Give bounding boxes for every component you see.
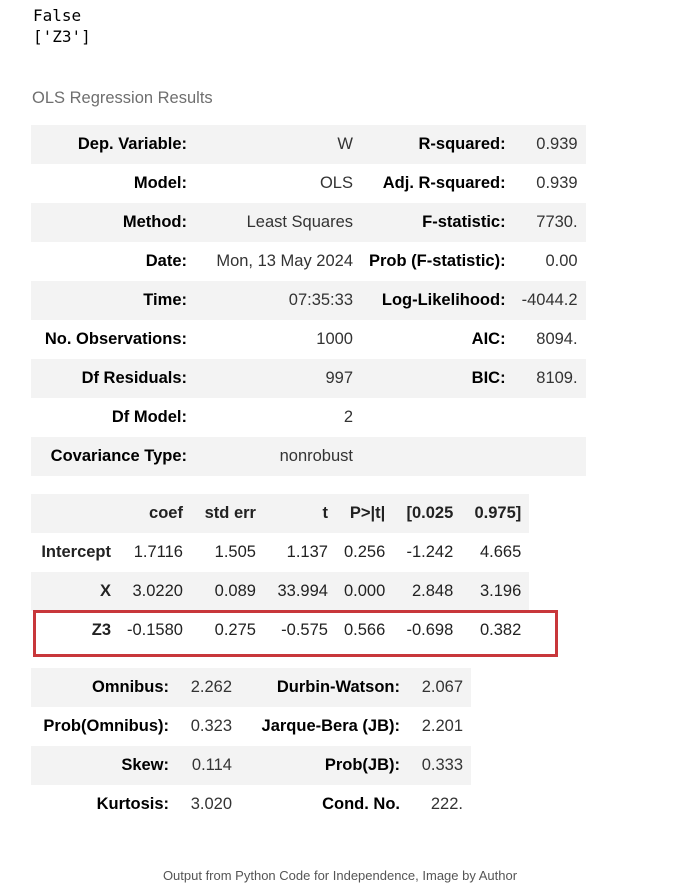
summary-label: F-statistic: <box>361 203 514 242</box>
column-header: [0.025 <box>393 494 461 533</box>
column-header: P>|t| <box>336 494 393 533</box>
summary-value: 997 <box>195 359 361 398</box>
summary-label: No. Observations: <box>44 330 187 348</box>
summary-label: Df Residuals: <box>31 359 195 398</box>
summary-value: 2 <box>343 408 353 426</box>
summary-value <box>514 437 586 476</box>
column-header: t <box>264 494 336 533</box>
summary-value: W <box>195 125 361 164</box>
table-cell: 1.137 <box>286 543 328 561</box>
variable-name: Z3 <box>91 621 111 639</box>
summary-value: Least Squares <box>195 203 361 242</box>
summary-label: Date: <box>145 252 187 270</box>
summary-value: 07:35:33 <box>195 281 361 320</box>
table-header-row <box>31 494 529 533</box>
summary-value: OLS <box>319 174 353 192</box>
table-cell: 0.000 <box>336 572 393 611</box>
stdout-output <box>33 5 91 47</box>
results-title: OLS Regression Results <box>32 89 213 107</box>
diagnostic-value: 3.020 <box>190 795 232 813</box>
diagnostic-value: 2.262 <box>177 668 240 707</box>
summary-label: Log-Likelihood: <box>361 281 514 320</box>
summary-value: 8109. <box>514 359 586 398</box>
diagnostic-value: 0.114 <box>177 746 240 785</box>
summary-label: Prob (F-statistic): <box>369 252 506 270</box>
table-cell: 33.994 <box>264 572 336 611</box>
diagnostic-label: Prob(JB): <box>240 746 408 785</box>
table-cell: -1.242 <box>406 543 454 561</box>
summary-value: 8094. <box>536 330 578 348</box>
summary-label: R-squared: <box>361 125 514 164</box>
summary-value: 0.939 <box>514 125 586 164</box>
summary-value: 0.00 <box>545 252 578 270</box>
table-row <box>31 437 586 476</box>
stdout-line: ['Z3'] <box>33 27 91 46</box>
table-cell: -0.698 <box>406 621 454 639</box>
summary-value: 0.939 <box>536 174 578 192</box>
table-row <box>31 320 586 359</box>
diagnostic-label: Skew: <box>31 746 177 785</box>
diagnostic-value: 0.333 <box>408 746 471 785</box>
summary-label: Dep. Variable: <box>31 125 195 164</box>
table-row <box>31 668 471 707</box>
summary-value: 7730. <box>514 203 586 242</box>
summary-label: Method: <box>31 203 195 242</box>
table-cell: 0.566 <box>343 621 386 639</box>
table-row <box>31 242 586 281</box>
variable-name: X <box>31 572 119 611</box>
table-cell: 1.7116 <box>133 543 183 561</box>
table-cell: 4.665 <box>479 543 522 561</box>
table-row <box>31 533 529 572</box>
summary-label: Model: <box>133 174 187 192</box>
summary-label: AIC: <box>471 330 506 348</box>
diagnostic-value: 2.201 <box>421 717 463 735</box>
summary-value <box>514 398 586 437</box>
diagnostic-label: Durbin-Watson: <box>240 668 408 707</box>
table-cell: 0.256 <box>343 543 386 561</box>
table-row <box>31 359 586 398</box>
summary-value: -4044.2 <box>514 281 586 320</box>
table-row <box>31 203 586 242</box>
summary-label: Time: <box>31 281 195 320</box>
table-row <box>31 398 586 437</box>
summary-label <box>361 398 514 437</box>
diagnostic-label: Omnibus: <box>31 668 177 707</box>
diagnostic-value: 222. <box>430 795 463 813</box>
diagnostic-value: 0.323 <box>190 717 232 735</box>
table-cell: 0.089 <box>191 572 264 611</box>
summary-value: Mon, 13 May 2024 <box>216 252 353 270</box>
summary-label: Df Model: <box>111 408 187 426</box>
summary-value: nonrobust <box>195 437 361 476</box>
table-cell: -0.1580 <box>127 621 183 639</box>
image-caption: Output from Python Code for Independence, Image by Author <box>162 868 518 883</box>
table-cell: 2.848 <box>393 572 461 611</box>
summary-table <box>31 125 586 476</box>
diagnostics-table <box>31 668 471 824</box>
summary-label: Adj. R-squared: <box>382 174 506 192</box>
table-row <box>31 281 586 320</box>
column-header: std err <box>191 494 264 533</box>
table-cell: 3.0220 <box>119 572 191 611</box>
table-row <box>31 746 471 785</box>
diagnostic-label: Jarque-Bera (JB): <box>261 717 400 735</box>
diagnostic-label: Kurtosis: <box>96 795 169 813</box>
table-row <box>31 707 471 746</box>
variable-name: Intercept <box>41 543 111 561</box>
table-row <box>31 125 586 164</box>
summary-value: 1000 <box>316 330 353 348</box>
summary-label: BIC: <box>361 359 514 398</box>
summary-label: Covariance Type: <box>31 437 195 476</box>
table-row <box>31 611 529 650</box>
column-header <box>31 494 119 533</box>
coefficients-table <box>31 494 529 650</box>
table-row <box>31 572 529 611</box>
table-cell: -0.575 <box>281 621 328 639</box>
table-row <box>31 785 471 824</box>
table-cell: 0.382 <box>479 621 522 639</box>
table-cell: 0.275 <box>214 621 256 639</box>
table-row <box>31 164 586 203</box>
stdout-line: False <box>33 6 82 25</box>
diagnostic-label: Cond. No. <box>322 795 400 813</box>
diagnostic-value: 2.067 <box>408 668 471 707</box>
summary-label <box>361 437 514 476</box>
column-header: coef <box>119 494 191 533</box>
diagnostic-label: Prob(Omnibus): <box>43 717 169 735</box>
table-cell: 3.196 <box>461 572 529 611</box>
table-cell: 1.505 <box>214 543 256 561</box>
column-header: 0.975] <box>461 494 529 533</box>
